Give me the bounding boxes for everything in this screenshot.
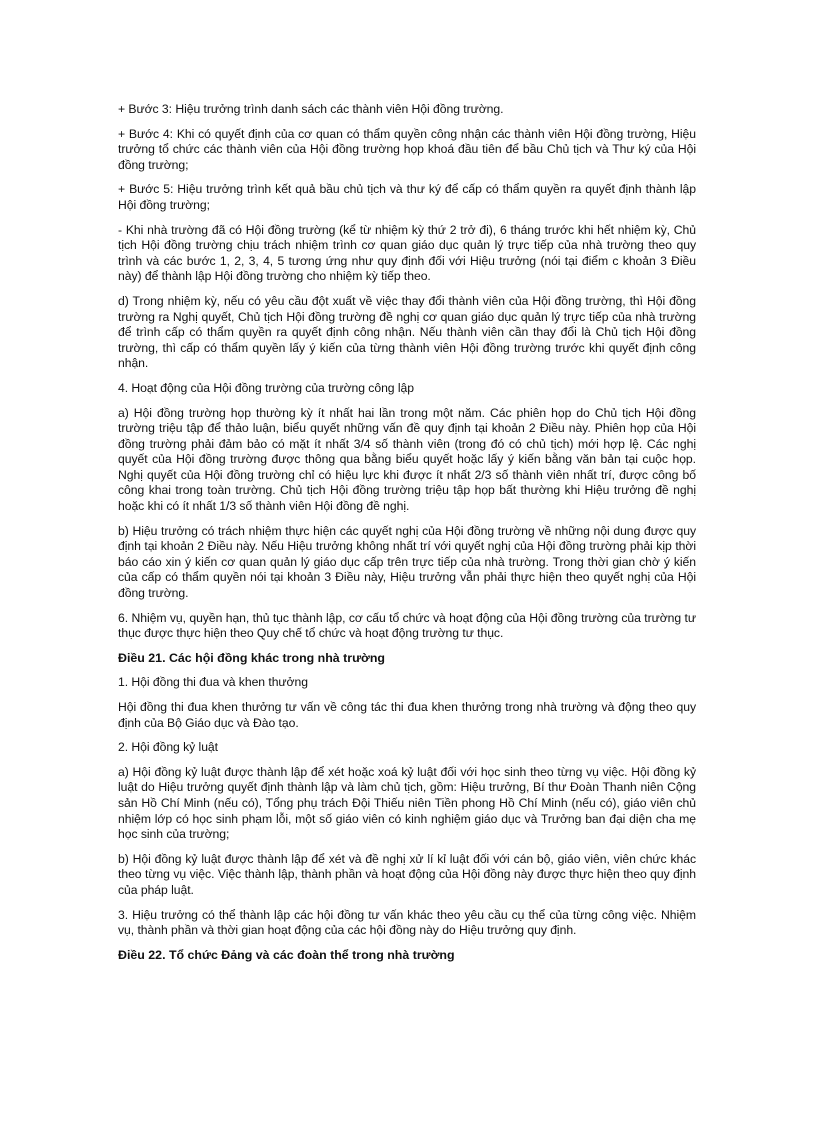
- document-page: [118, 102, 696, 972]
- paragraph-article-21-item-3: 3. Hiệu trưởng có thể thành lập các hội đồng tư vấn khác theo yêu cầu cụ thể của từng công việc. Nhiệm vụ, thành phần và thời gian hoạt động của các hội đồng này do Hiệu trưởng quy định.: [118, 907, 696, 938]
- paragraph-article-21-item-2: 2. Hội đồng kỷ luật: [118, 740, 218, 755]
- paragraph-item-d: d) Trong nhiệm kỳ, nếu có yêu cầu đột xuất về việc thay đổi thành viên của Hội đồng trường, thì Hội đồng trường ra Nghị quyết, Chủ tịch Hội đồng trường đề nghị cơ quan giáo dục quản lý trực tiếp của nhà trường để trình cấp có thẩm quyền ra quyết định công nhận. Nếu thành viên cần thay đổi là Chủ tịch Hội đồng trường, thì cấp có thẩm quyền lấy ý kiến của từng thành viên Hội đồng trường trước khi quyết định công nhận.: [118, 293, 696, 371]
- paragraph-section-4-a: a) Hội đồng trường họp thường kỳ ít nhất hai lần trong một năm. Các phiên họp do Chủ tịch Hội đồng trường triệu tập để thảo luận, biểu quyết những vấn đề quy định tại khoản 2 Điều này. Phiên họp của Hội đồng trường phải đảm bảo có mặt ít nhất 3/4 số thành viên (trong đó có chủ tịch) mới hợp lệ. Các nghị quyết của Hội đồng trường được thông qua bằng biểu quyết hoặc lấy ý kiến bằng văn bản tại cuộc họp. Nghị quyết của Hội đồng trường chỉ có hiệu lực khi được ít nhất 2/3 số thành viên nhất trí, được công bố công khai trong toàn trường. Chủ tịch Hội đồng trường triệu tập họp bất thường khi Hiệu trưởng đề nghị hoặc khi có ít nhất 1/3 số thành viên Hội đồng đề nghị.: [118, 405, 696, 514]
- paragraph-step-5: + Bước 5: Hiệu trưởng trình kết quả bầu chủ tịch và thư ký để cấp có thẩm quyền ra quyết định thành lập Hội đồng trường;: [118, 182, 696, 212]
- paragraph-section-6: 6. Nhiệm vụ, quyền hạn, thủ tục thành lập, cơ cấu tổ chức và hoạt động của Hội đồng trường của trường tư thục được thực hiện theo Quy chế tổ chức và hoạt động trường tư thục.: [118, 610, 696, 641]
- heading-article-21: Điều 21. Các hội đồng khác trong nhà trường: [118, 650, 385, 665]
- paragraph-discipline-b: b) Hội đồng kỷ luật được thành lập để xét và đề nghị xử lí kỉ luật đối với cán bộ, giáo viên, viên chức khác theo từng vụ việc. Việc thành lập, thành phần và hoạt động của Hội đồng này được thực hiện theo quy định của pháp luật.: [118, 851, 696, 897]
- paragraph-emulation-council: Hội đồng thi đua khen thưởng tư vấn về công tác thi đua khen thưởng trong nhà trường và động theo quy định của Bộ Giáo dục và Đào tạo.: [118, 700, 696, 730]
- paragraph-step-3: + Bước 3: Hiệu trưởng trình danh sách các thành viên Hội đồng trường.: [118, 102, 504, 116]
- paragraph-section-4-b: b) Hiệu trưởng có trách nhiệm thực hiện các quyết nghị của Hội đồng trường về những nội dung được quy định tại khoản 2 Điều này. Nếu Hiệu trưởng không nhất trí với quyết nghị của Hội đồng trường phải kịp thời báo cáo xin ý kiến cơ quan quản lý giáo dục cấp trên trực tiếp của nhà trường. Trong thời gian chờ ý kiến của cấp có thẩm quyền nói tại khoản 3 Điều này, Hiệu trưởng vẫn phải thực hiện theo quyết nghị của Hội đồng trường.: [118, 523, 696, 601]
- heading-article-22: Điều 22. Tổ chức Đảng và các đoàn thể trong nhà trường: [118, 947, 455, 962]
- paragraph-term-renewal: - Khi nhà trường đã có Hội đồng trường (kể từ nhiệm kỳ thứ 2 trở đi), 6 tháng trước khi hết nhiệm kỳ, Chủ tịch Hội đồng trường chịu trách nhiệm trình cơ quan giáo dục quản lý trực tiếp của nhà trường theo quy trình và các bước 1, 2, 3, 4, 5 tương ứng như quy định đối với Hiệu trưởng (nói tại điểm c khoản 3 Điều này) để thành lập Hội đồng trường cho nhiệm kỳ tiếp theo.: [118, 222, 696, 284]
- paragraph-section-4: 4. Hoạt động của Hội đồng trường của trường công lập: [118, 380, 414, 395]
- paragraph-discipline-a: a) Hội đồng kỷ luật được thành lập để xét hoặc xoá kỷ luật đối với học sinh theo từng vụ việc. Hội đồng kỷ luật do Hiệu trưởng quyết định thành lập và làm chủ tịch, gồm: Hiệu trưởng, Bí thư Đoàn Thanh niên Cộng sản Hồ Chí Minh (nếu có), Tổng phụ trách Đội Thiếu niên Tiền phong Hồ Chí Minh (nếu có), giáo viên chủ nhiệm lớp có học sinh phạm lỗi, một số giáo viên có kinh nghiệm giáo dục và Trưởng ban đại diện cha mẹ học sinh của trường;: [118, 764, 696, 842]
- paragraph-step-4: + Bước 4: Khi có quyết định của cơ quan có thẩm quyền công nhận các thành viên Hội đồng trường, Hiệu trưởng tổ chức các thành viên của Hội đồng trường họp khoá đầu tiên để bầu Chủ tịch và Thư ký của Hội đồng trường;: [118, 126, 696, 172]
- paragraph-article-21-item-1: 1. Hội đồng thi đua và khen thưởng: [118, 675, 308, 690]
